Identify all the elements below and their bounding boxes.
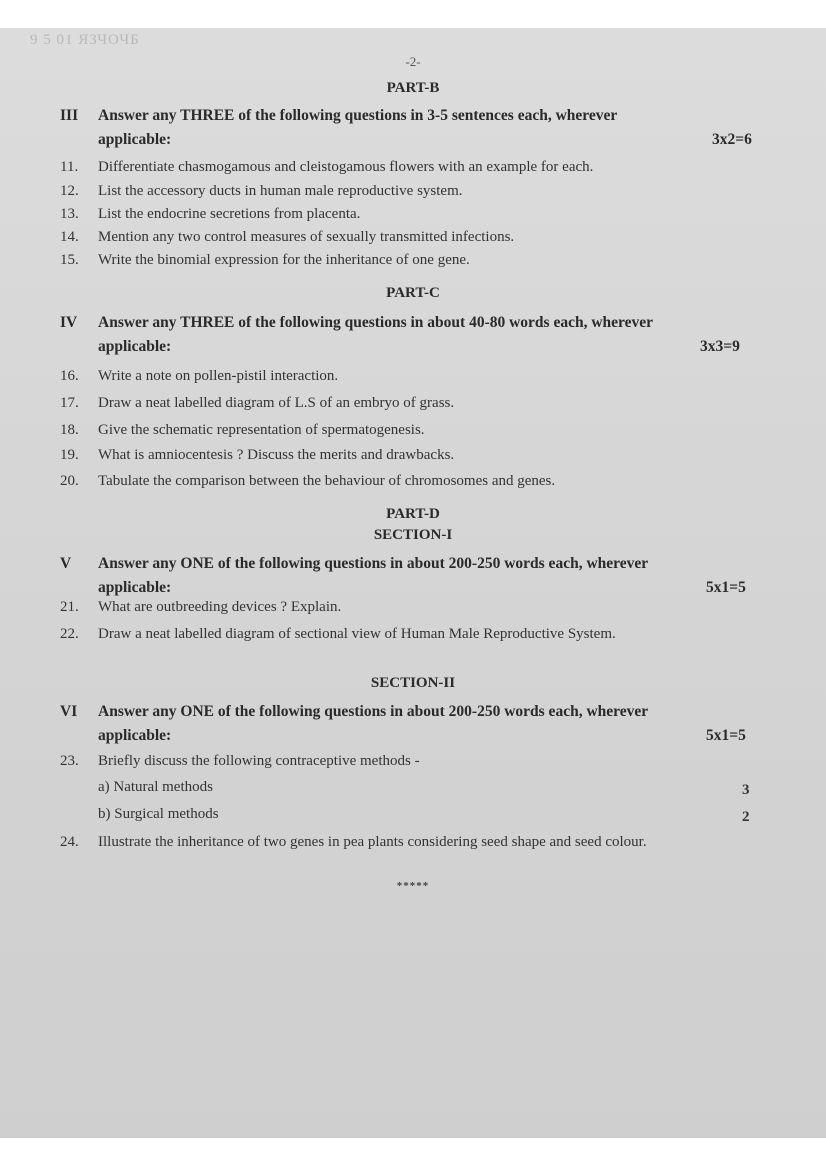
question-18: 18. Give the schematic representation of spermatogenesis. (60, 422, 425, 438)
question-16: 16. Write a note on pollen-pistil interaction. (60, 368, 339, 384)
instruction-continuation: applicable: (98, 727, 172, 744)
marks-label: 5x1=5 (706, 579, 746, 596)
instruction-text: Answer any ONE of the following questions in about 200-250 words each, wherever (98, 703, 649, 720)
instruction-text: Answer any ONE of the following questions in about 200-250 words each, wherever (98, 555, 649, 572)
section-numeral: VI (60, 703, 78, 720)
instruction-continuation: applicable: (98, 131, 172, 148)
section-numeral: IV (60, 314, 78, 331)
instruction-continuation: applicable: (98, 579, 172, 596)
question-23: 23. Briefly discuss the following contraceptive methods - (60, 753, 420, 769)
bleed-through-text: 9 5 01 ЯЗЧОЧБ (30, 32, 140, 48)
section-numeral: V (60, 555, 72, 572)
option-marks: 3 (742, 782, 750, 798)
page-number: -2- (405, 54, 421, 69)
section-numeral: III (60, 107, 79, 124)
part-b-title: PART-B (386, 80, 440, 96)
instruction-text: Answer any THREE of the following questions in 3-5 sentences each, wherever (98, 107, 618, 124)
question-19: 19. What is amniocentesis ? Discuss the merits and drawbacks. (60, 447, 455, 463)
marks-label: 5x1=5 (706, 727, 746, 744)
option-marks: 2 (742, 809, 750, 825)
option-natural-methods: a) Natural methods (98, 779, 213, 795)
question-21: 21. What are outbreeding devices ? Explain. (60, 599, 342, 615)
section-ii-title: SECTION-II (370, 675, 456, 691)
marks-label: 3x2=6 (712, 131, 752, 148)
part-d-title: PART-D (386, 506, 440, 522)
question-11: 11. Differentiate chasmogamous and cleistogamous flowers with an example for each. (60, 159, 594, 175)
question-17: 17. Draw a neat labelled diagram of L.S of an embryo of grass. (60, 395, 455, 411)
option-surgical-methods: b) Surgical methods (98, 806, 219, 822)
question-13: 13. List the endocrine secretions from placenta. (60, 206, 361, 222)
question-24: 24. Illustrate the inheritance of two genes in pea plants considering seed shape and seed colour. (60, 834, 647, 850)
question-14: 14. Mention any two control measures of sexually transmitted infections. (60, 229, 515, 245)
question-12: 12. List the accessory ducts in human male reproductive system. (60, 183, 463, 199)
end-of-paper-mark: ***** (396, 880, 430, 892)
part-c-title: PART-C (386, 285, 440, 301)
instruction-text: Answer any THREE of the following questions in about 40-80 words each, wherever (98, 314, 654, 331)
question-22: 22. Draw a neat labelled diagram of sectional view of Human Male Reproductive System. (60, 626, 616, 642)
question-15: 15. Write the binomial expression for the inheritance of one gene. (60, 252, 470, 268)
question-20: 20. Tabulate the comparison between the behaviour of chromosomes and genes. (60, 473, 556, 489)
marks-label: 3x3=9 (700, 338, 740, 355)
instruction-continuation: applicable: (98, 338, 172, 355)
section-i-title: SECTION-I (373, 527, 453, 543)
